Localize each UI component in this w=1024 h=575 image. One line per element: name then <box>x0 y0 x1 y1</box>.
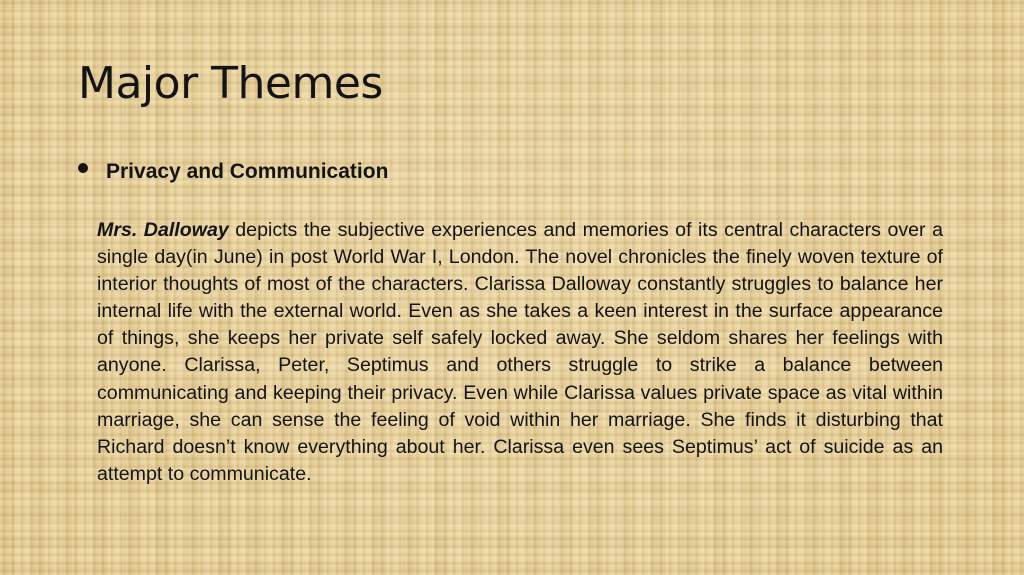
body-text: depicts the subjective experiences and memories of its central characters over a single day(in June) in post World War I, London. The novel chronicles the finely woven texture of interior thoughts of most of the characters. Clarissa Dalloway constantly struggles to balance her internal life with the external world. Even as she takes a keen interest in the surface appearance of things, she keeps her private self safely locked away. She seldom shares her feelings with anyone. Clarissa, Peter, Septimus and others struggle to strike a balance between communicating and keeping their privacy. Even while Clarissa values private space as vital within marriage, she can sense the feeling of void within her marriage. She finds it disturbing that Richard doesn’t know everything about her. Clarissa even sees Septimus’ act of suicide as an attempt to communicate. <box>97 219 944 485</box>
book-title: Mrs. Dalloway <box>97 219 229 241</box>
body-paragraph <box>97 217 943 488</box>
bullet-heading: Privacy and Communication <box>106 160 389 183</box>
bullet-item <box>78 156 388 188</box>
bullet-point-icon <box>78 163 88 173</box>
slide-title: Major Themes <box>78 58 383 109</box>
